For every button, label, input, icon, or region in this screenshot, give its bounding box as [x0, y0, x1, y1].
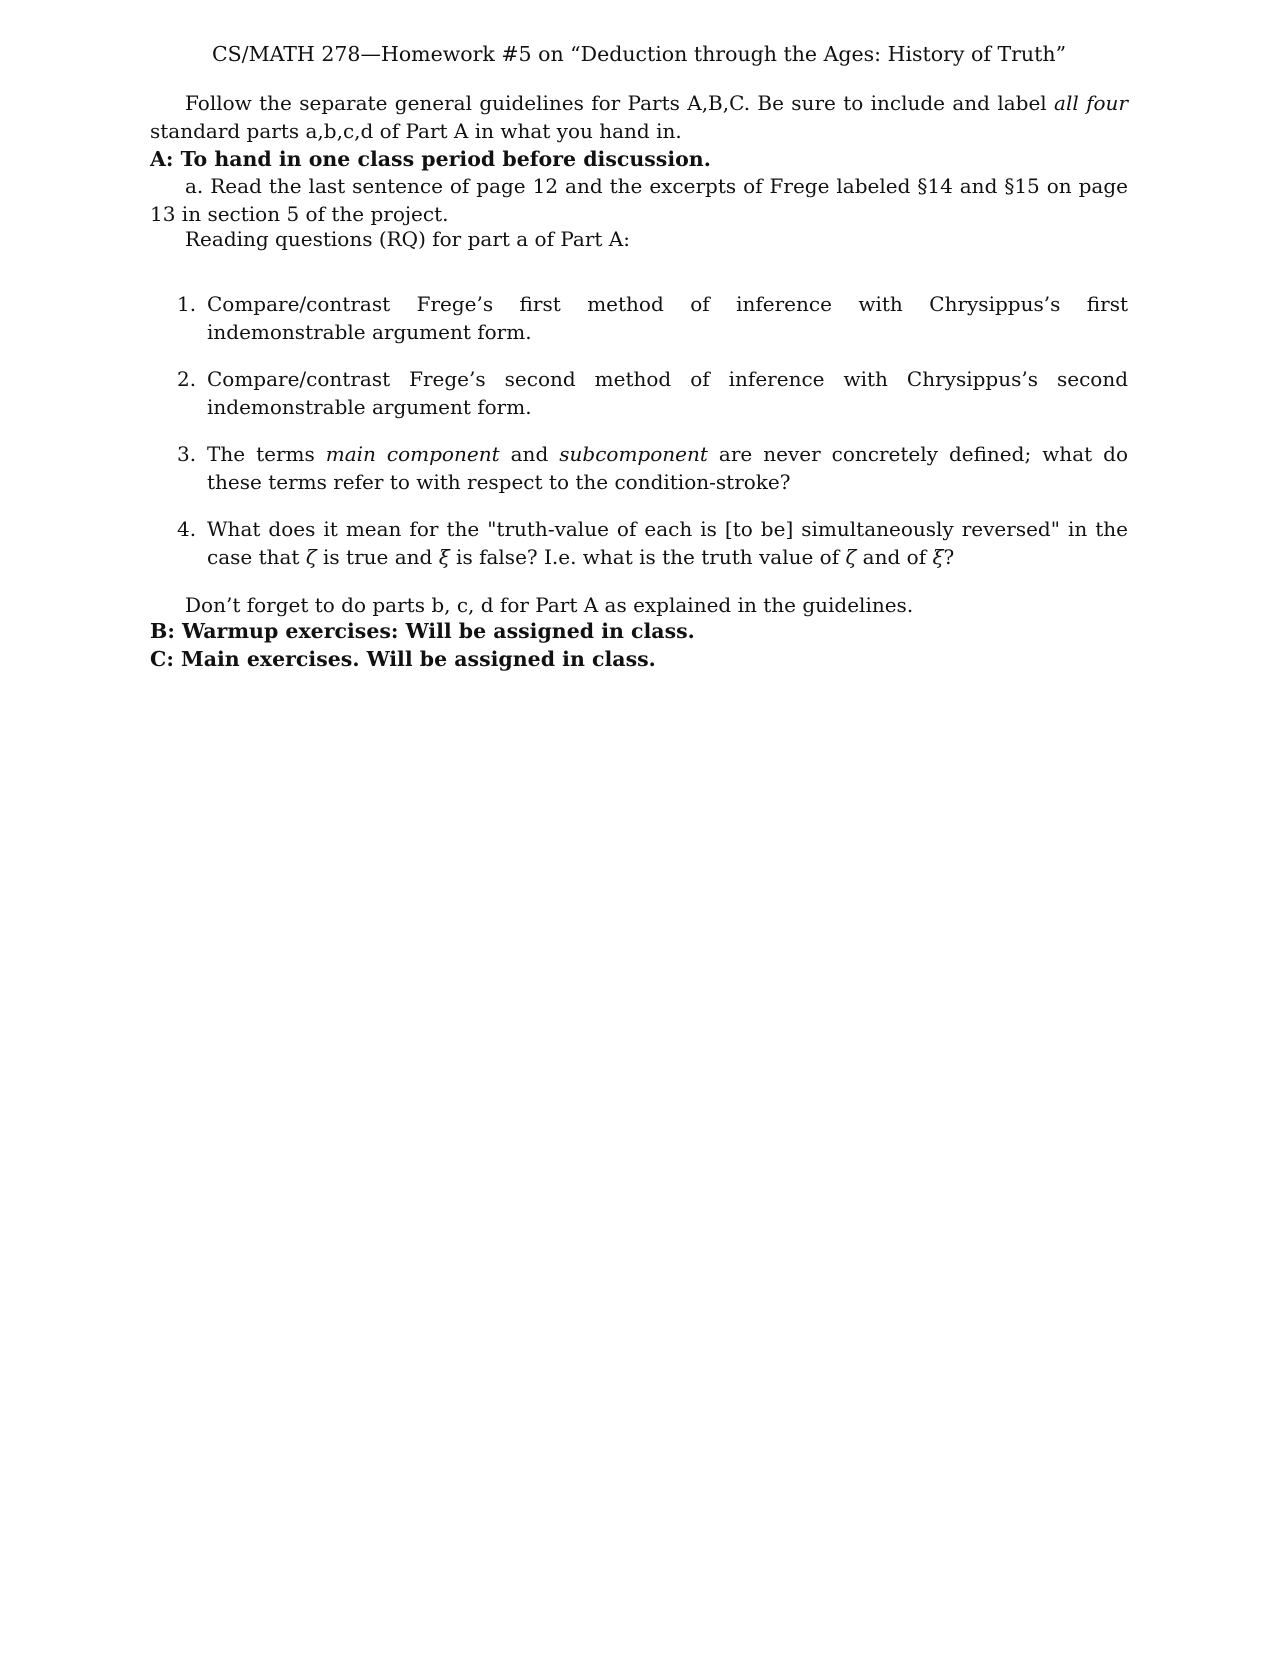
question-text: Compare/contrast Frege’s first method of inference with Chrysippus’s first indemonstrable argument form.	[207, 292, 1128, 344]
term-subcomponent: subcomponent	[559, 442, 708, 466]
list-item	[150, 365, 1128, 421]
reminder-paragraph: Don’t forget to do parts b, c, d for Part A as explained in the guidelines.	[185, 593, 914, 617]
reading-questions-intro: Reading questions (RQ) for part a of Part A:	[185, 227, 630, 251]
symbol-zeta: ζ	[845, 545, 857, 569]
question-number: 4.	[177, 517, 197, 541]
question-text	[207, 517, 1128, 569]
question-number: 1.	[177, 292, 197, 316]
question-text-part: What does it mean for the "truth-value of each is [to be] simultaneously reversed" in the case that	[207, 517, 1128, 569]
question-text-part: and of	[856, 545, 933, 569]
question-text-part: ?	[943, 545, 955, 569]
list-item	[150, 290, 1128, 346]
question-text	[207, 442, 1128, 494]
list-item	[150, 515, 1128, 571]
intro-text-end: standard parts a,b,c,d of Part A in what you hand in.	[150, 119, 682, 143]
question-number: 2.	[177, 367, 197, 391]
term-main-component: main component	[325, 442, 500, 466]
question-text-part: are never concretely defined; what do these terms refer to with respect to the condition-stroke?	[207, 442, 1129, 494]
intro-emphasis: all four	[1054, 91, 1129, 115]
list-item	[150, 440, 1128, 496]
question-text: Compare/contrast Frege’s second method of inference with Chrysippus’s second indemonstrable argument form.	[207, 367, 1128, 419]
part-c-heading: C: Main exercises. Will be assigned in class.	[150, 647, 656, 671]
intro-paragraph	[150, 89, 1128, 145]
question-text-part: is true and	[316, 545, 439, 569]
part-a-item-a: a. Read the last sentence of page 12 and the excerpts of Frege labeled §14 and §15 on page 13 in section 5 of the project.	[150, 174, 1128, 226]
intro-text-start: Follow the separate general guidelines for Parts A,B,C. Be sure to include and label	[185, 91, 1055, 115]
question-text-part: is false? I.e. what is the truth value of	[449, 545, 846, 569]
symbol-zeta: ζ	[305, 545, 317, 569]
symbol-xi: ξ	[932, 545, 944, 569]
question-text-part: The terms	[207, 442, 326, 466]
symbol-xi: ξ	[438, 545, 450, 569]
reading-questions-list	[150, 290, 1128, 590]
page-title: CS/MATH 278—Homework #5 on “Deduction through the Ages: History of Truth”	[211, 42, 1067, 66]
part-b-heading: B: Warmup exercises: Will be assigned in class.	[150, 619, 695, 643]
part-a-heading: A: To hand in one class period before discussion.	[150, 147, 711, 171]
question-number: 3.	[177, 442, 197, 466]
question-text-part: and	[499, 442, 560, 466]
